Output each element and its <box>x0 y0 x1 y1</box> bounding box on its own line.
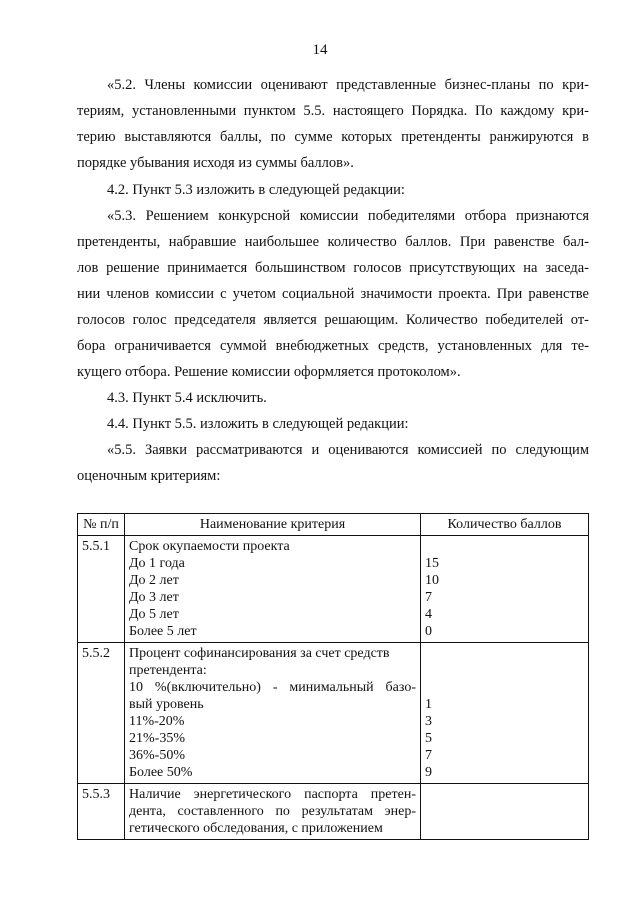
criterion-option: 36%-50% <box>129 748 185 763</box>
points-value: 4 <box>425 607 432 622</box>
criterion-option: 11%-20% <box>129 714 185 729</box>
paragraph-4-4: 4.4. Пункт 5.5. изложить в следующей редакции: <box>107 416 409 432</box>
criterion-title: претендента: <box>129 663 207 678</box>
table-row <box>78 784 589 840</box>
points-value: 0 <box>425 624 432 639</box>
table-row <box>78 643 589 784</box>
row-number: 5.5.1 <box>78 536 125 643</box>
points-cell <box>421 536 589 643</box>
paragraph-5-2-line: териям, установленными пунктом 5.5. настоящего Порядка. По каждому кри- <box>77 103 589 119</box>
criterion-title: гетического обследования, с приложением <box>129 821 383 836</box>
paragraph-5-3-line: голосов голос председателя является решающим. Количество победителей от- <box>77 312 589 328</box>
criterion-title: дента, составленного по результатам энер- <box>129 804 416 819</box>
points-cell <box>421 643 589 784</box>
criterion-option: 10 %(включительно) - минимальный базо- <box>129 680 416 695</box>
criterion-option: вый уровень <box>129 697 204 712</box>
criterion-title: Наличие энергетического паспорта претен- <box>129 787 416 802</box>
paragraph-4-2: 4.2. Пункт 5.3 изложить в следующей редакции: <box>107 182 405 198</box>
paragraph-5-2-line: терию выставляются баллы, по сумме которых претенденты ранжируются в <box>77 129 589 145</box>
paragraph-5-5-line: «5.5. Заявки рассматриваются и оцениваются комиссией по следующим <box>107 442 589 458</box>
criterion-option: 21%-35% <box>129 731 185 746</box>
points-value: 15 <box>425 556 439 571</box>
points-value: 3 <box>425 714 432 729</box>
criteria-table <box>77 513 589 840</box>
header-criterion-name: Наименование критерия <box>125 514 421 536</box>
paragraph-4-3: 4.3. Пункт 5.4 исключить. <box>107 390 267 406</box>
criterion-option: Более 5 лет <box>129 624 197 639</box>
table-row <box>78 536 589 643</box>
paragraph-5-3-line: лов решение принимается большинством голосов присутствующих на заседа- <box>77 260 589 276</box>
points-cell <box>421 784 589 840</box>
paragraph-5-3-line: «5.3. Решением конкурсной комиссии победителями отбора признаются <box>107 208 589 224</box>
header-number: № п/п <box>78 514 125 536</box>
points-value: 1 <box>425 697 432 712</box>
points-value: 7 <box>425 590 432 605</box>
criterion-option: До 3 лет <box>129 590 179 605</box>
criterion-title: Процент софинансирования за счет средств <box>129 646 390 661</box>
row-number: 5.5.2 <box>78 643 125 784</box>
paragraph-5-3-line: нии членов комиссии с учетом социальной значимости проекта. При равенстве <box>77 286 589 302</box>
criterion-option: До 2 лет <box>129 573 179 588</box>
table-header-row <box>78 514 589 536</box>
points-value: 10 <box>425 573 439 588</box>
points-value: 9 <box>425 765 432 780</box>
criterion-option: До 5 лет <box>129 607 179 622</box>
page-number: 14 <box>312 42 328 58</box>
header-points: Количество баллов <box>421 514 589 536</box>
criterion-option: До 1 года <box>129 556 185 571</box>
criterion-cell <box>125 536 421 643</box>
paragraph-5-3-line: кущего отбора. Решение комиссии оформляется протоколом». <box>77 364 461 380</box>
row-number: 5.5.3 <box>78 784 125 840</box>
paragraph-5-2-line: порядке убывания исходя из суммы баллов». <box>77 155 354 171</box>
points-value: 5 <box>425 731 432 746</box>
paragraph-5-3-line: бора ограничивается суммой внебюджетных средств, установленных для те- <box>77 338 589 354</box>
criterion-cell <box>125 643 421 784</box>
criterion-cell <box>125 784 421 840</box>
points-value: 7 <box>425 748 432 763</box>
paragraph-5-2-line: «5.2. Члены комиссии оценивают представленные бизнес-планы по кри- <box>107 77 589 93</box>
criterion-title: Срок окупаемости проекта <box>129 539 290 554</box>
paragraph-5-5-line: оценочным критериям: <box>77 468 221 484</box>
criterion-option: Более 50% <box>129 765 193 780</box>
paragraph-5-3-line: претенденты, набравшие наибольшее количество баллов. При равенстве бал- <box>77 234 589 250</box>
